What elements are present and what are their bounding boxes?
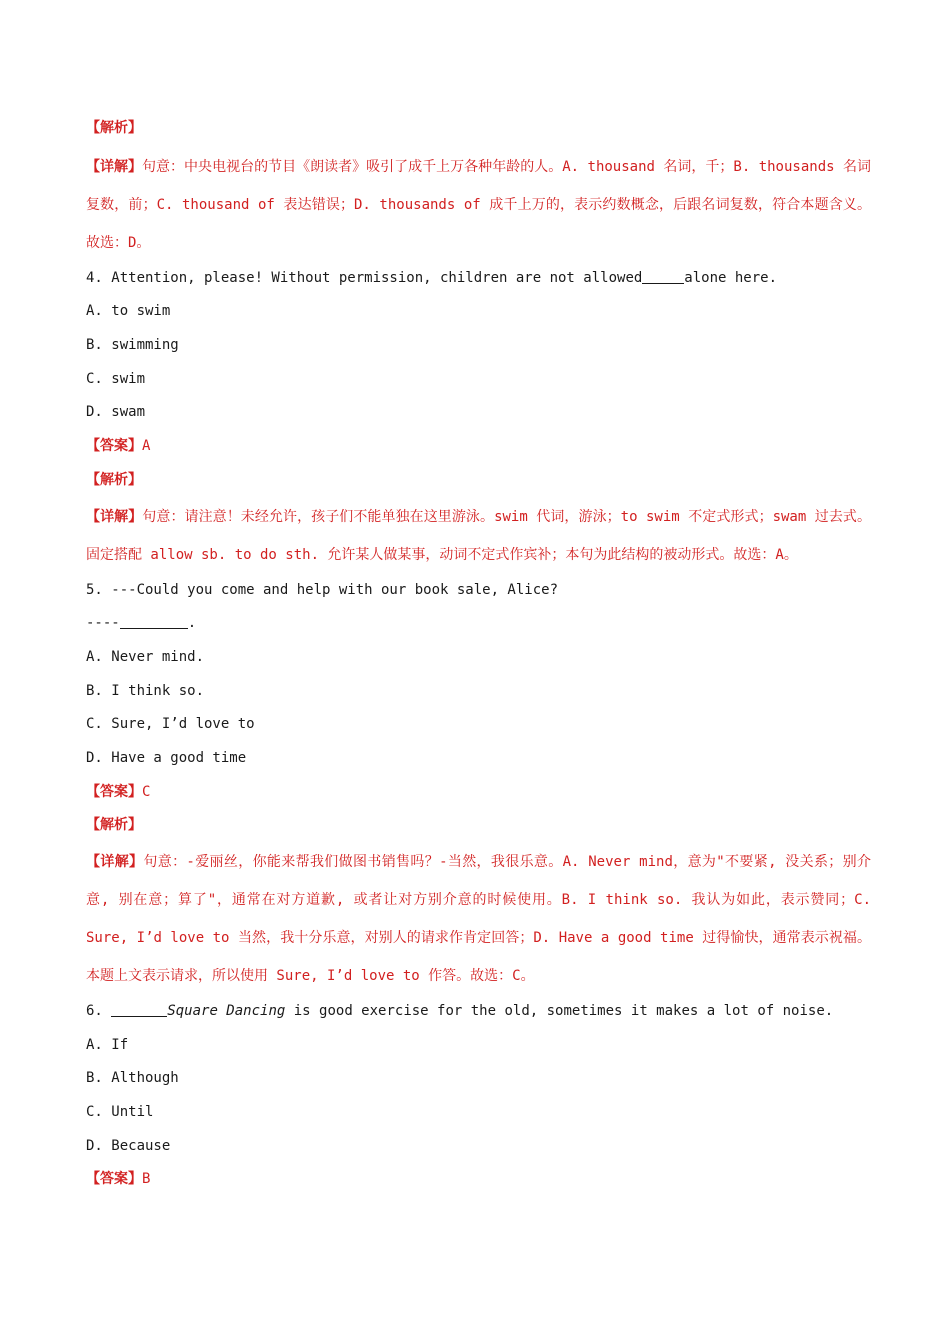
answer-blank — [120, 614, 188, 629]
detail-paragraph: 【详解】句意：中央电视台的节目《朗读者》吸引了成千上万各种年龄的人。A. thousand 名词，千；B. thousands 名词复数，前；C. thousand of 表达错误；D. thousands of 成千上万的，表示约数概念，后跟名词复数，符合本题含义。故选：D。 — [86, 158, 872, 251]
option-c: C. Sure, I’d love to — [86, 716, 255, 733]
option-b: B. Although — [86, 1070, 179, 1087]
detail-paragraph: 【详解】句意：-爱丽丝，你能来帮我们做图书销售吗？-当然，我很乐意。A. Never mind，意为"不要紧, 没关系；别介意, 别在意；算了"，通常在对方道歉, 或者让对方别介意的时候使用。B. I think so. 我认为如此，表示赞同；C. Sure, I’d love to 当然，我十分乐意，对别人的请求作肯定回答；D. Have a good time 过得愉快，通常表示祝福。本题上文表示请求，所以使用 Sure, I’d love to 作答。故选：C。 — [86, 854, 872, 984]
answer-line: 【答案】A — [86, 438, 151, 455]
answer-line: 【答案】C — [86, 783, 151, 800]
option-b: B. I think so. — [86, 682, 205, 699]
option-c: C. Until — [86, 1104, 154, 1121]
question-5: 5. ---Could you come and help with our book sale, Alice? — [86, 581, 559, 598]
analysis-heading: 【解析】 — [86, 471, 142, 488]
option-a: A. If — [86, 1036, 129, 1053]
option-d: D. swam — [86, 404, 146, 421]
question-6: 6. Square Dancing is good exercise for the old, sometimes it makes a lot of noise. — [86, 1003, 834, 1019]
analysis-heading: 【解析】 — [86, 817, 142, 834]
option-c: C. swim — [86, 370, 146, 387]
answer-line: 【答案】B — [86, 1171, 151, 1188]
answer-blank — [642, 269, 684, 284]
dialog-response-blank: ---- . — [86, 615, 197, 632]
question-4: 4. Attention, please! Without permission, children are not allowed alone here. — [86, 269, 778, 286]
document-page — [86, 112, 871, 1197]
option-a: A. Never mind. — [86, 648, 205, 665]
option-a: A. to swim — [86, 303, 171, 320]
detail-paragraph: 【详解】句意：请注意！未经允许，孩子们不能单独在这里游泳。swim 代词，游泳；to swim 不定式形式；swam 过去式。固定搭配 allow sb. to do sth. 允许某人做某事，动词不定式作宾补；本句为此结构的被动形式。故选：A。 — [86, 508, 872, 563]
option-d: D. Because — [86, 1137, 171, 1154]
option-d: D. Have a good time — [86, 749, 247, 766]
answer-blank — [111, 1002, 167, 1017]
analysis-heading: 【解析】 — [86, 120, 142, 136]
option-b: B. swimming — [86, 337, 179, 354]
